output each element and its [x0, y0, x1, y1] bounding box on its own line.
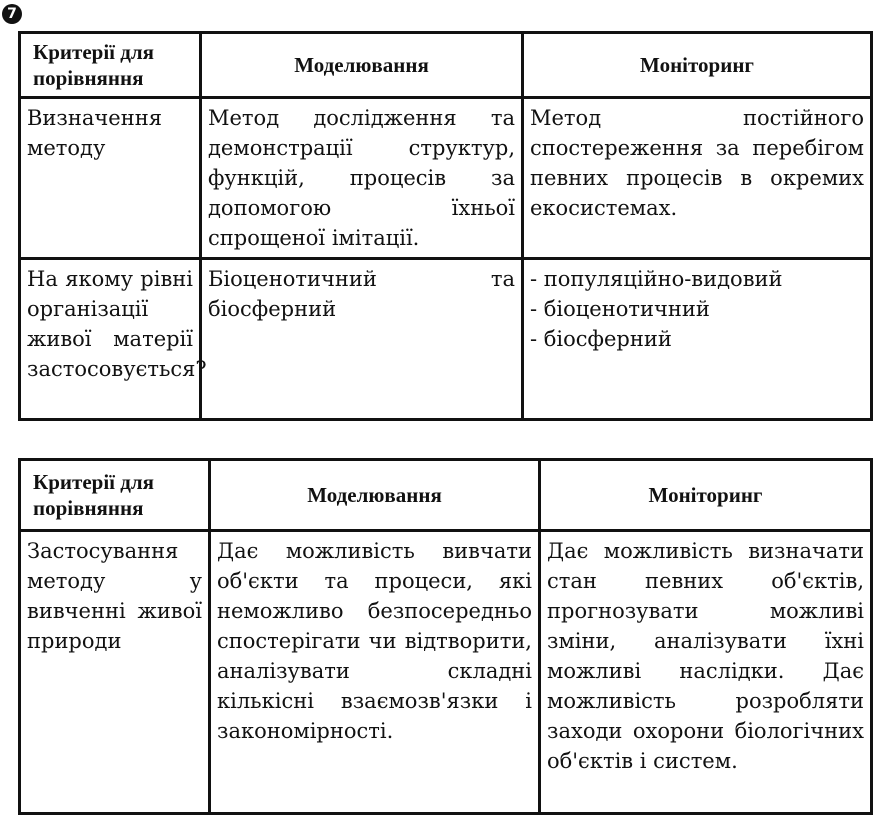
modeling-cell: Метод дослідження та демонстрації структур, функцій, процесів за допомогою їхньої спрощеної імітації.	[201, 98, 523, 259]
header-monitoring: Моніторинг	[540, 460, 872, 531]
header-modeling: Моделювання	[201, 33, 523, 98]
monitoring-cell: Метод постійного спостереження за перебігом певних процесів в окремих екосистемах.	[523, 98, 872, 259]
table-row	[20, 531, 872, 814]
header-monitoring: Моніторинг	[523, 33, 872, 98]
header-modeling: Моделювання	[210, 460, 540, 531]
table-row	[20, 259, 872, 420]
header-criteria: Критерії для порівняння	[20, 33, 201, 98]
modeling-cell: Дає можливість вивчати об'єкти та процеси, які неможливо безпосередньо спостерігати чи відтворити, аналізувати складні кількісні взаємозв'язки і закономірності.	[210, 531, 540, 814]
criterion-cell: Застосування методу у вивченні живої природи	[20, 531, 210, 814]
list-item: - біоценотичний	[530, 297, 710, 321]
list-item: - популяційно-видовий	[530, 267, 783, 291]
table-header-row	[20, 460, 872, 531]
header-criteria: Критерії для порівняння	[20, 460, 210, 531]
task-number-badge: 7	[2, 4, 22, 24]
table-header-row	[20, 33, 872, 98]
criterion-cell: Визначення методу	[20, 98, 201, 259]
comparison-table-1	[18, 31, 873, 421]
criterion-cell: На якому рівні організації живої матерії застосовується?	[20, 259, 201, 420]
monitoring-cell: Дає можливість визначати стан певних об'єктів, прогнозувати можливі зміни, аналізувати їхні можливі наслідки. Дає можливість розробляти заходи охорони біологічних об'єктів і систем.	[540, 531, 872, 814]
levels-list	[530, 264, 864, 354]
table-row	[20, 98, 872, 259]
comparison-table-2	[18, 458, 873, 815]
modeling-cell: Біоценотичний та біосферний	[201, 259, 523, 420]
monitoring-cell	[523, 259, 872, 420]
list-item: - біосферний	[530, 327, 672, 351]
